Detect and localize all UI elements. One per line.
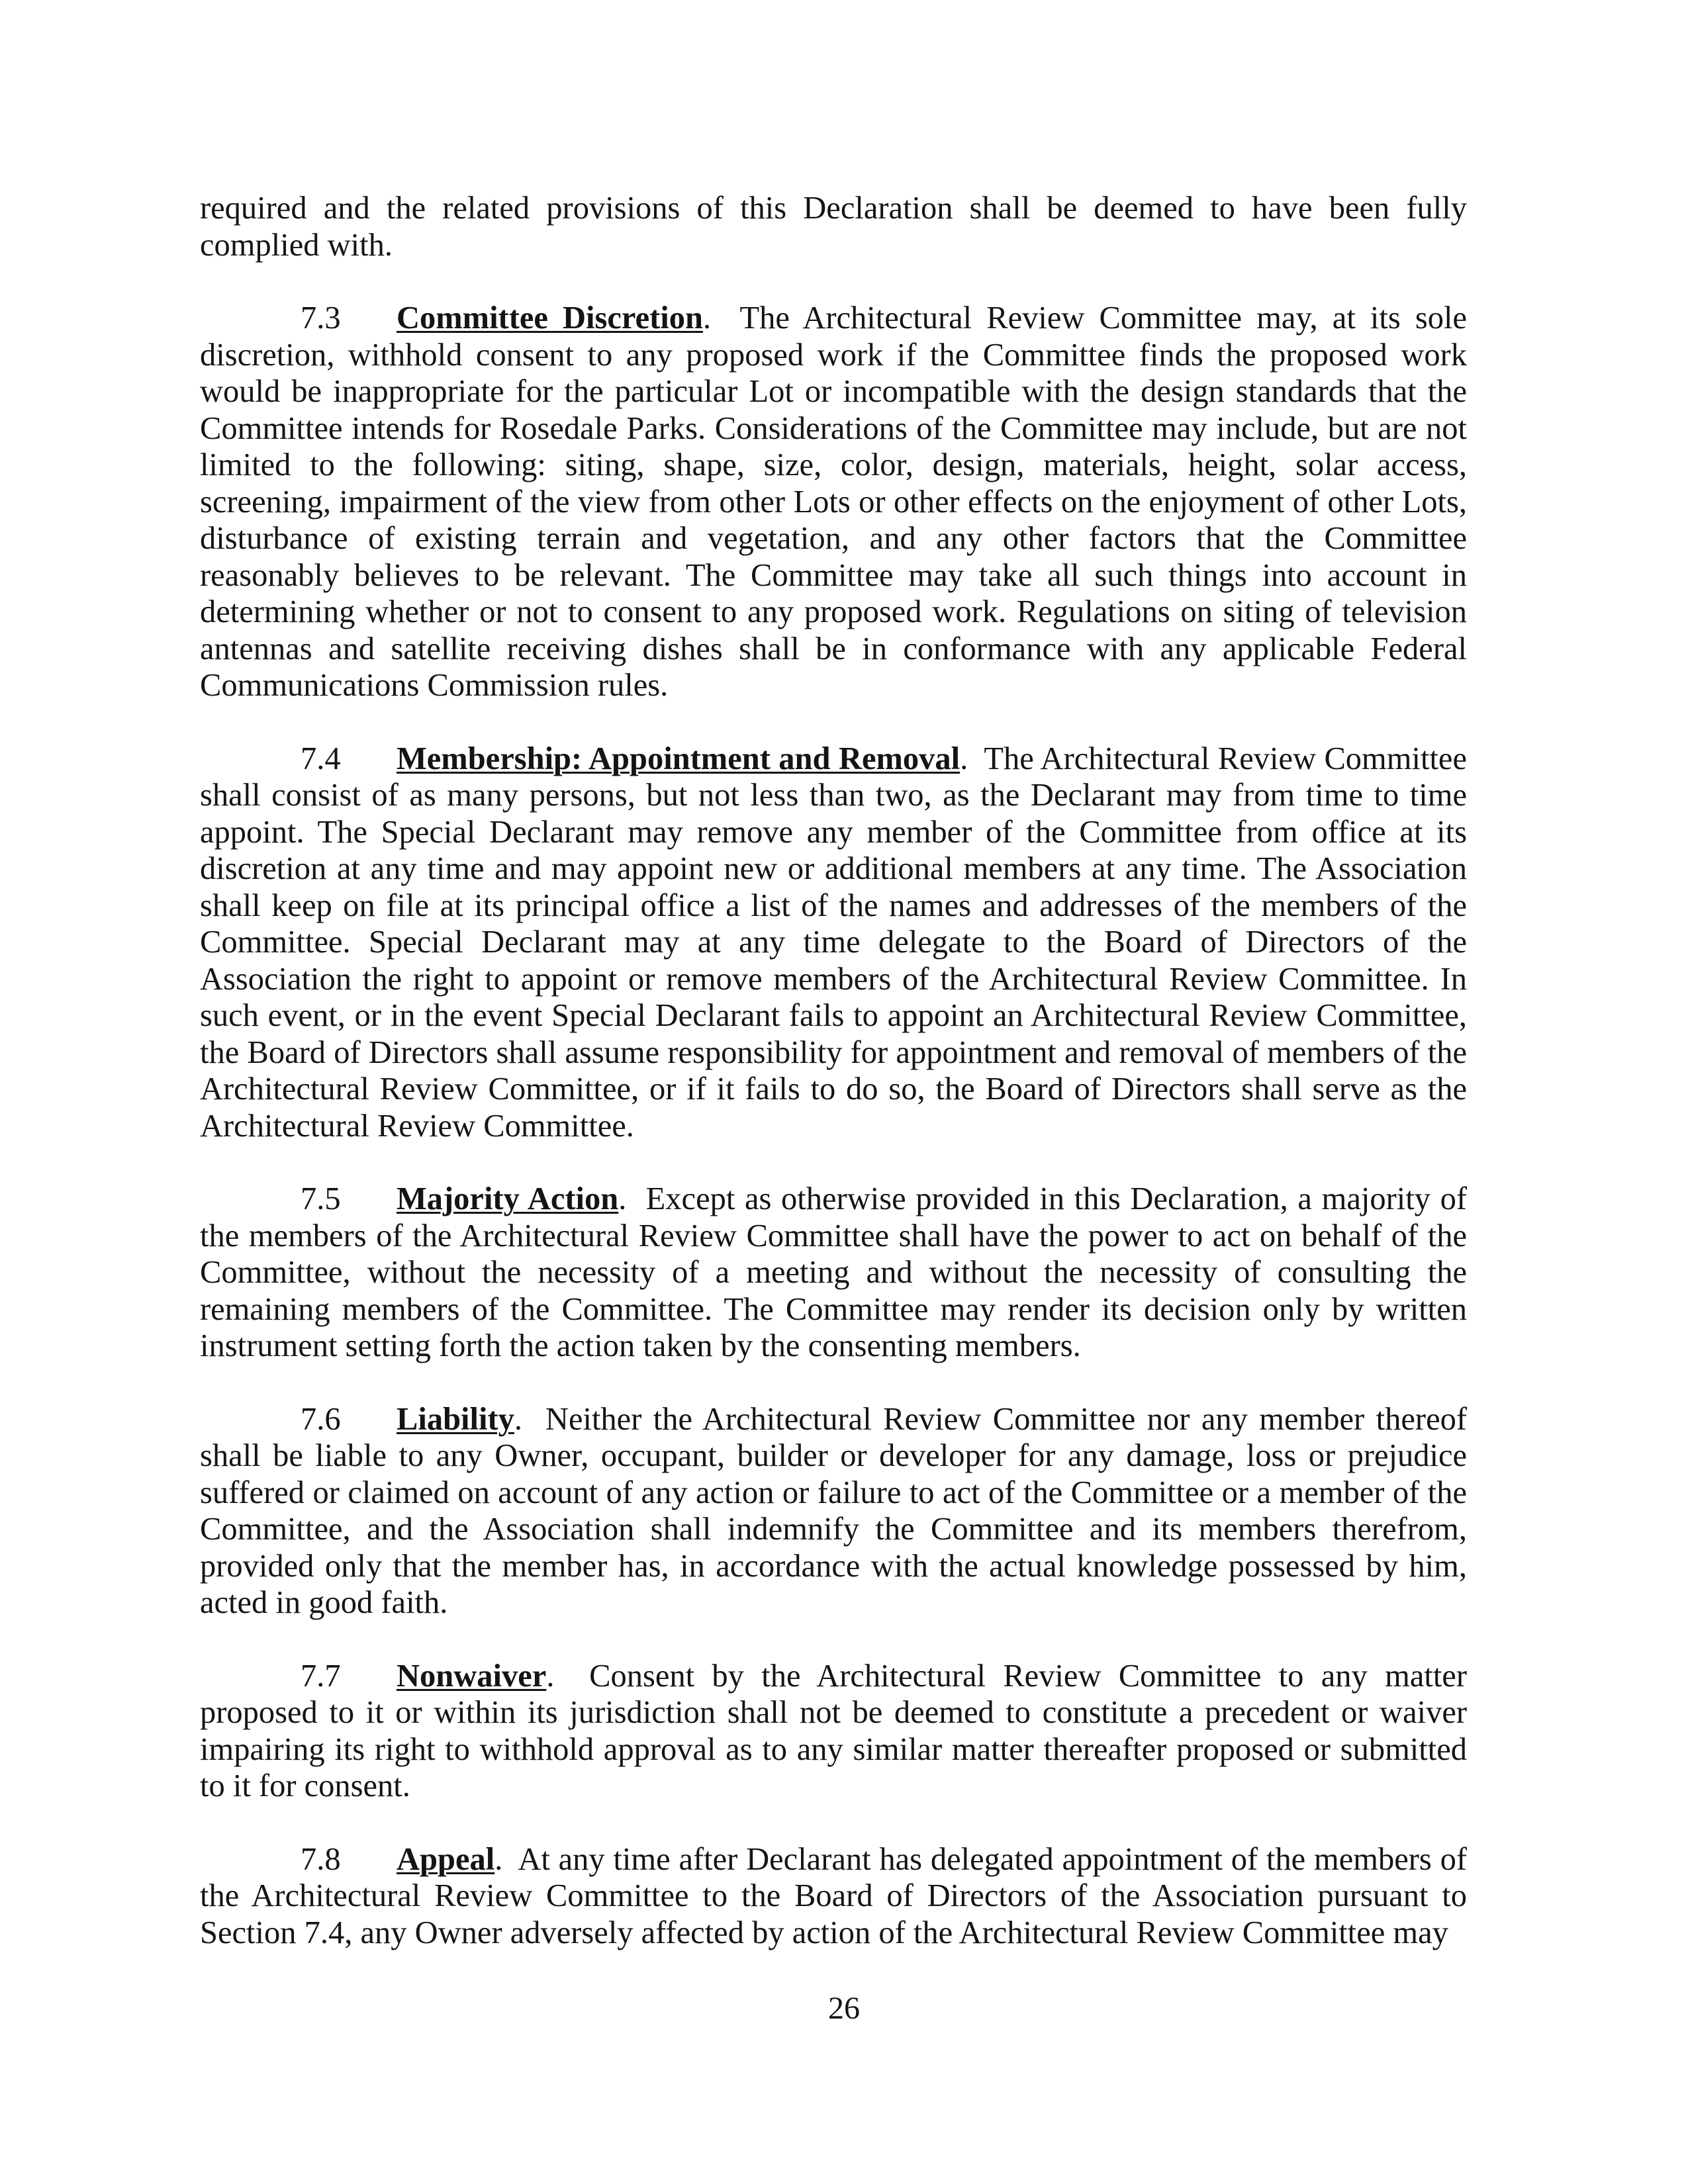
- section-7-5: 7.5 Majority Action. Except as otherwise provided in this Declaration, a majority of the members of the Architectural Review Committee shall have the power to act on behalf of the Committee, without the necessity of a meeting and without the necessity of consulting the remaining members of the Committee. The Committee may render its decision only by written instrument setting forth the action taken by the consenting members.: [200, 1181, 1467, 1363]
- section-body: Except as otherwise provided in this Declaration, a majority of the members of the Architectural Review Committee shall have the power to act on behalf of the Committee, without the necessity of a meeting and without the necessity of consulting the remaining members of the Committee. The Committee may render its decision only by written instrument setting forth the action taken by the consenting members.: [200, 1181, 1467, 1363]
- section-body: Neither the Architectural Review Committee nor any member thereof shall be liable to any Owner, occupant, builder or developer for any damage, loss or prejudice suffered or claimed on account of any action or failure to act of the Committee or a member of the Committee, and the Association shall indemnify the Committee and its members therefrom, provided only that the member has, in accordance with the actual knowledge possessed by him, acted in good faith.: [200, 1401, 1467, 1620]
- section-7-3: 7.3 Committee Discretion. The Architectural Review Committee may, at its sole discretion, withhold consent to any proposed work if the Committee finds the proposed work would be inappropriate for the particular Lot or incompatible with the design standards that the Committee intends for Rosedale Parks. Considerations of the Committee may include, but are not limited to the following: siting, shape, size, color, design, materials, height, solar access, screening, impairment of the view from other Lots or other effects on the enjoyment of other Lots, disturbance of existing terrain and vegetation, and any other factors that the Committee reasonably believes to be relevant. The Committee may take all such things into account in determining whether or not to consent to any proposed work. Regulations on siting of television antennas and satellite receiving dishes shall be in conformance with any applicable Federal Communications Commission rules.: [200, 300, 1467, 703]
- section-7-7: 7.7 Nonwaiver. Consent by the Architectural Review Committee to any matter proposed to it or within its jurisdiction shall not be deemed to constitute a precedent or waiver impairing its right to withhold approval as to any similar matter thereafter proposed or submitted to it for consent.: [200, 1658, 1467, 1803]
- section-7-6: 7.6 Liability. Neither the Architectural Review Committee nor any member thereof shall be liable to any Owner, occupant, builder or developer for any damage, loss or prejudice suffered or claimed on account of any action or failure to act of the Committee or a member of the Committee, and the Association shall indemnify the Committee and its members therefrom, provided only that the member has, in accordance with the actual knowledge possessed by him, acted in good faith.: [200, 1401, 1467, 1620]
- section-body: Consent by the Architectural Review Committee to any matter proposed to it or within its jurisdiction shall not be deemed to constitute a precedent or waiver impairing its right to withhold approval as to any similar matter thereafter proposed or submitted to it for consent.: [200, 1658, 1467, 1803]
- section-number: 7.8: [301, 1841, 341, 1877]
- section-heading: Committee Discretion: [397, 300, 703, 336]
- section-number: 7.5: [301, 1181, 341, 1216]
- section-number: 7.7: [301, 1658, 341, 1694]
- section-number: 7.4: [301, 741, 341, 776]
- continuation-paragraph: required and the related provisions of this Declaration shall be deemed to have been fully complied with.: [200, 191, 1467, 263]
- section-heading: Majority Action: [397, 1181, 619, 1216]
- section-heading: Membership: Appointment and Removal: [397, 741, 961, 776]
- section-body: The Architectural Review Committee may, at its sole discretion, withhold consent to any proposed work if the Committee finds the proposed work would be inappropriate for the particular Lot or incompatible with the design standards that the Committee intends for Rosedale Parks. Considerations of the Committee may include, but are not limited to the following: siting, shape, size, color, design, materials, height, solar access, screening, impairment of the view from other Lots or other effects on the enjoyment of other Lots, disturbance of existing terrain and vegetation, and any other factors that the Committee reasonably believes to be relevant. The Committee may take all such things into account in determining whether or not to consent to any proposed work. Regulations on siting of television antennas and satellite receiving dishes shall be in conformance with any applicable Federal Communications Commission rules.: [200, 300, 1467, 703]
- section-body: The Architectural Review Committee shall consist of as many persons, but not less than two, as the Declarant may from time to time appoint. The Special Declarant may remove any member of the Committee from office at its discretion at any time and may appoint new or additional members at any time. The Association shall keep on file at its principal office a list of the names and addresses of the members of the Committee. Special Declarant may at any time delegate to the Board of Directors of the Association the right to appoint or remove members of the Architectural Review Committee. In such event, or in the event Special Declarant fails to appoint an Architectural Review Committee, the Board of Directors shall assume responsibility for appointment and removal of members of the Architectural Review Committee, or if it fails to do so, the Board of Directors shall serve as the Architectural Review Committee.: [200, 741, 1467, 1144]
- section-heading: Liability: [397, 1401, 514, 1437]
- section-body: At any time after Declarant has delegated appointment of the members of the Architectural Review Committee to the Board of Directors of the Association pursuant to Section 7.4, any Owner adversely affected by action of the Architectural Review Committee may: [200, 1841, 1468, 1950]
- section-number: 7.3: [301, 300, 341, 336]
- section-heading: Appeal: [397, 1841, 495, 1877]
- section-7-4: 7.4 Membership: Appointment and Removal. The Architectural Review Committee shall consist of as many persons, but not less than two, as the Declarant may from time to time appoint. The Special Declarant may remove any member of the Committee from office at its discretion at any time and may appoint new or additional members at any time. The Association shall keep on file at its principal office a list of the names and addresses of the members of the Committee. Special Declarant may at any time delegate to the Board of Directors of the Association the right to appoint or remove members of the Architectural Review Committee. In such event, or in the event Special Declarant fails to appoint an Architectural Review Committee, the Board of Directors shall assume responsibility for appointment and removal of members of the Architectural Review Committee, or if it fails to do so, the Board of Directors shall serve as the Architectural Review Committee.: [200, 741, 1467, 1144]
- section-heading: Nonwaiver: [397, 1658, 547, 1694]
- document-body: [200, 190, 1467, 1951]
- page-number: 26: [828, 1991, 860, 2026]
- section-7-8: 7.8 Appeal. At any time after Declarant has delegated appointment of the members of the Architectural Review Committee to the Board of Directors of the Association pursuant to Section 7.4, any Owner adversely affected by action of the Architectural Review Committee may: [200, 1841, 1468, 1950]
- section-number: 7.6: [301, 1401, 341, 1437]
